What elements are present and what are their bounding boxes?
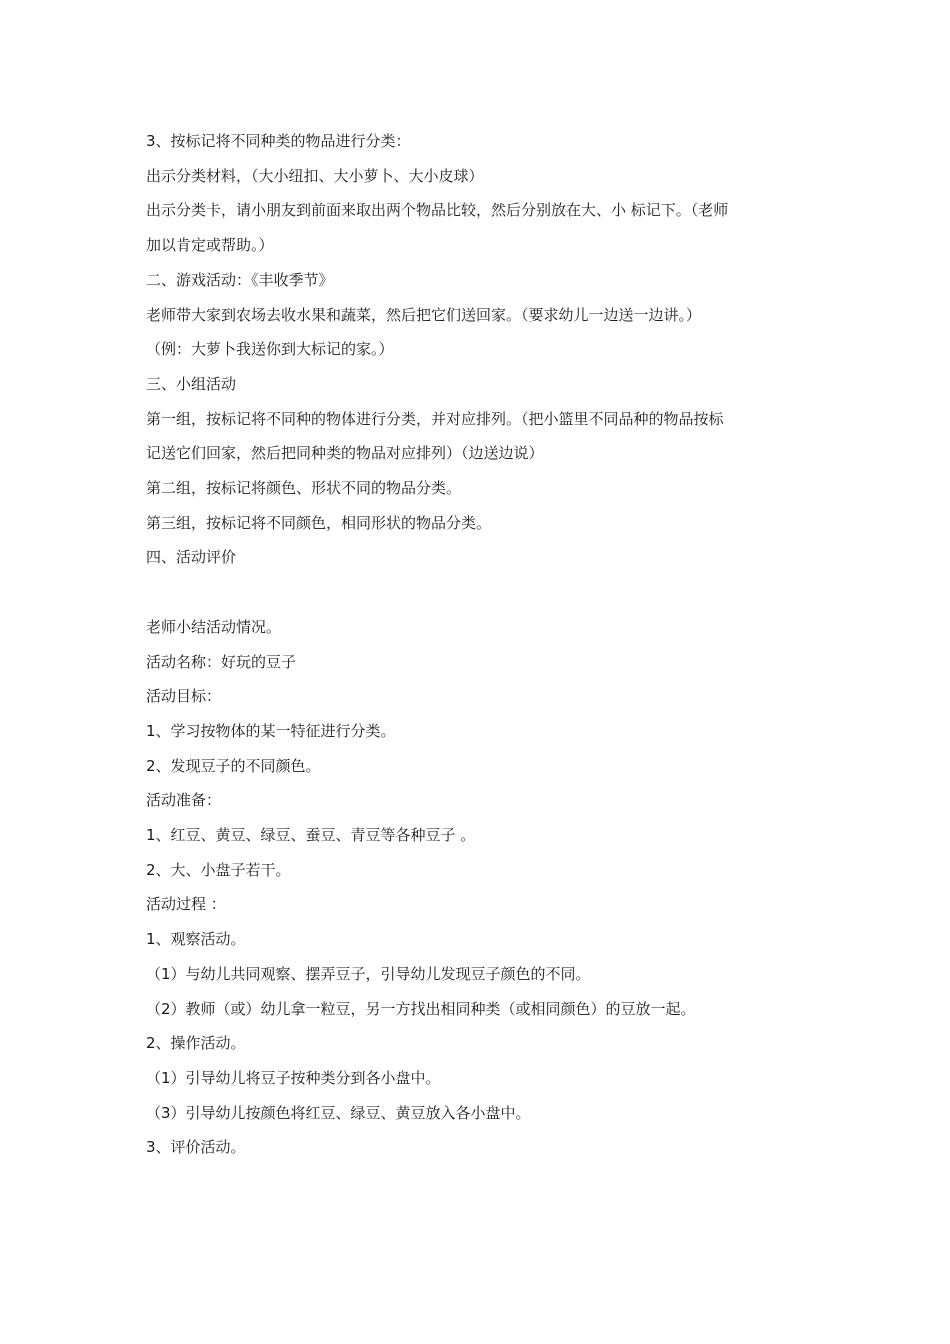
list-item: （2）教师（或）幼儿拿一粒豆，另一方找出相同种类（或相同颜色）的豆放一起。	[146, 999, 696, 1018]
paragraph-line: 老师小结活动情况。	[146, 617, 282, 636]
section-heading: 活动过程 ：	[146, 895, 226, 914]
section-heading: 活动准备：	[146, 791, 222, 810]
activity-title: 活动名称：好玩的豆子	[146, 652, 297, 671]
paragraph-line: （例：大萝卜我送你到大标记的家。）	[146, 340, 394, 359]
paragraph-line: 第三组，按标记将不同颜色，相同形状的物品分类。	[146, 513, 492, 532]
paragraph-line: 第二组，按标记将颜色、形状不同的物品分类。	[146, 479, 462, 498]
list-item: 2、大、小盘子若干。	[146, 860, 291, 879]
section-heading: 三、小组活动	[146, 374, 237, 393]
paragraph-line: 记送它们回家，然后把同种类的物品对应排列）（边送边说）	[146, 444, 544, 463]
list-item: 1、红豆、黄豆、绿豆、蚕豆、青豆等各种豆子 。	[146, 826, 476, 845]
paragraph-line: 第一组，按标记将不同种的物体进行分类，并对应排列。（把小篮里不同品种的物品按标	[146, 409, 724, 428]
paragraph-line: 3、按标记将不同种类的物品进行分类：	[146, 132, 411, 150]
list-item: （3）引导幼儿按颜色将红豆、绿豆、黄豆放入各小盘中。	[146, 1103, 531, 1122]
list-item: 2、发现豆子的不同颜色。	[146, 756, 321, 775]
paragraph-line: 加以肯定或帮助。）	[146, 236, 274, 255]
list-item: （1）与幼儿共同观察、摆弄豆子，引导幼儿发现豆子颜色的不同。	[146, 964, 591, 983]
section-heading: 二、游戏活动：《丰收季节》	[146, 270, 334, 289]
blank-line	[146, 575, 806, 610]
list-item: 1、观察活动。	[146, 930, 246, 949]
paragraph-line: 老师带大家到农场去收水果和蔬菜，然后把它们送回家。（要求幼儿一边送一边讲。）	[146, 305, 702, 324]
section-heading: 活动目标：	[146, 687, 222, 706]
paragraph-line: 出示分类材料，（大小纽扣、大小萝卜、大小皮球）	[146, 166, 484, 185]
list-item: 3、评价活动。	[146, 1138, 246, 1157]
list-item: 2、操作活动。	[146, 1034, 246, 1053]
paragraph-line: 出示分类卡，请小朋友到前面来取出两个物品比较，然后分别放在大、小 标记下。（老师	[146, 201, 729, 220]
section-heading: 四、活动评价	[146, 548, 237, 567]
document-body	[146, 124, 806, 1165]
list-item: 1、学习按物体的某一特征进行分类。	[146, 721, 396, 740]
list-item: （1）引导幼儿将豆子按种类分到各小盘中。	[146, 1068, 441, 1087]
